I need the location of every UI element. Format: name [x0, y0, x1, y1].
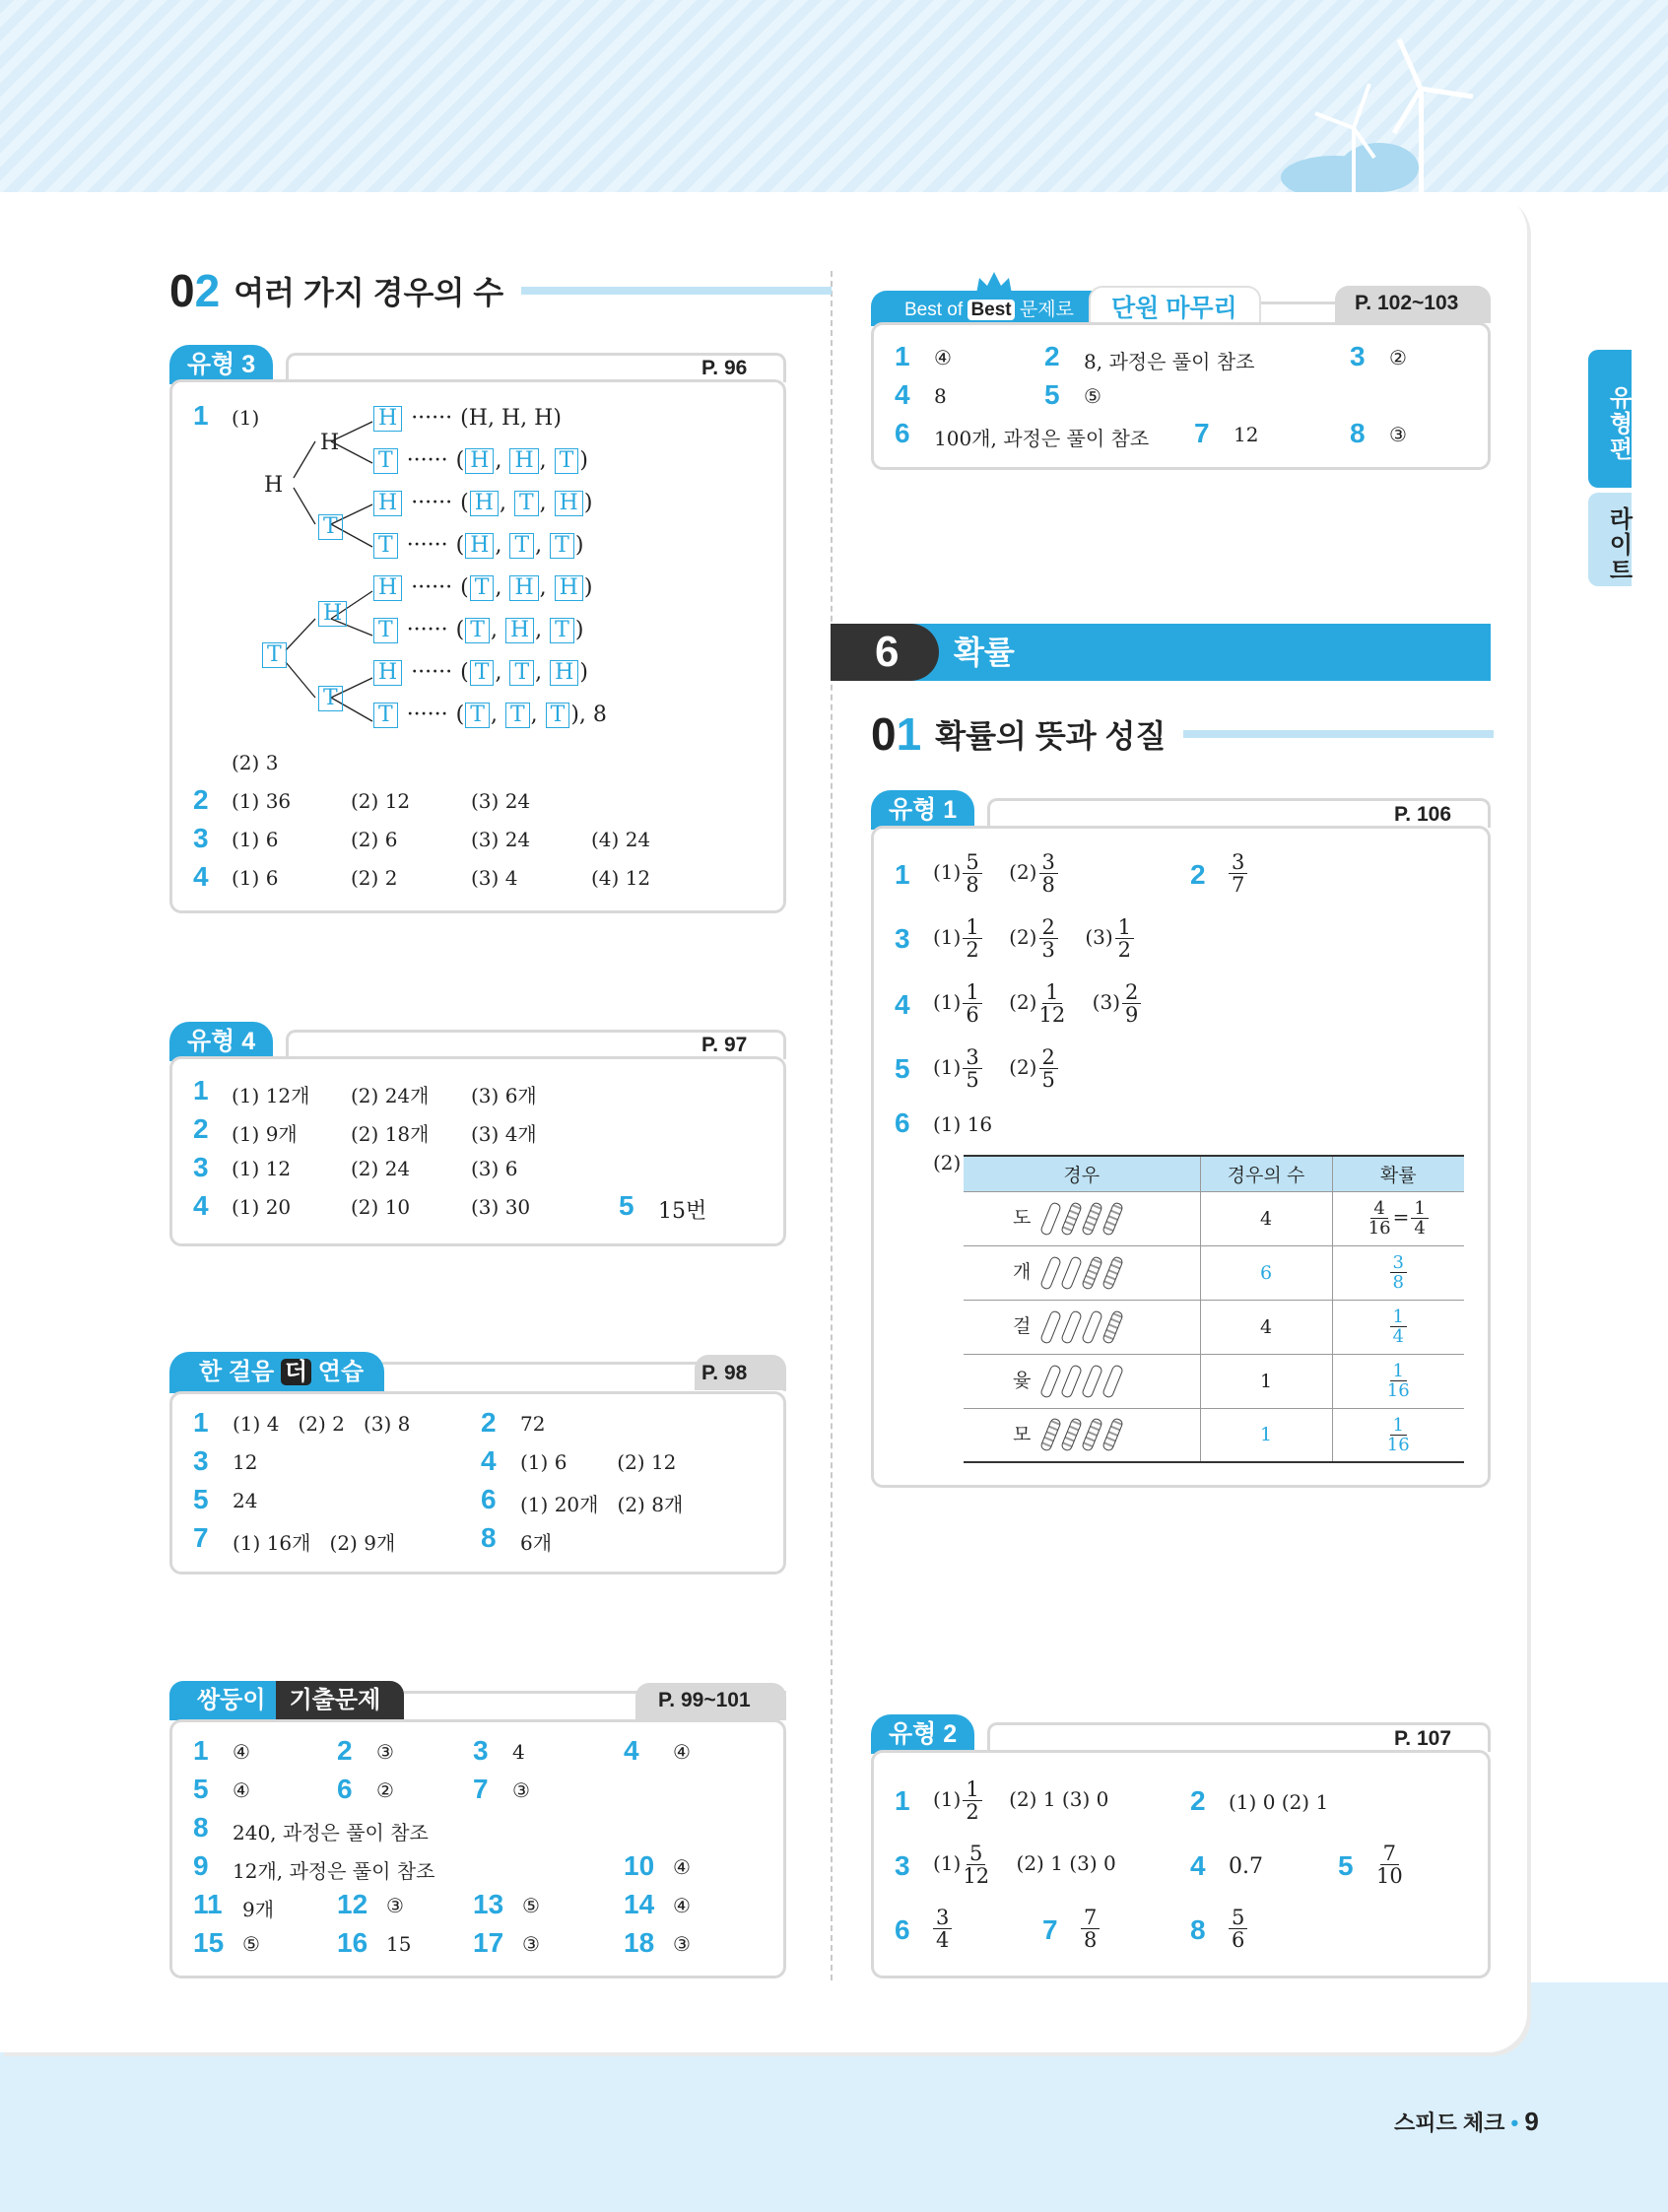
question-number: 18: [624, 1927, 655, 1958]
question-number: 13: [473, 1889, 504, 1919]
answer: (1) 20: [232, 1195, 292, 1219]
prob-cell: [1332, 1245, 1464, 1300]
answer: (2) 12: [351, 789, 411, 813]
answer: ④: [233, 1778, 250, 1802]
best-title: 단원 마무리: [1111, 295, 1237, 322]
best-label: Best of Best 문제로: [904, 300, 1074, 320]
answer: (2) 2: [351, 866, 398, 890]
yut-stick-icon: [1101, 1201, 1124, 1237]
prob-cell: [1332, 1191, 1464, 1245]
outcome: H: [509, 575, 538, 601]
tree-dots: ······: [411, 491, 453, 515]
answer: (1) 16개 (2) 9개: [233, 1531, 396, 1555]
answer: (1) $\frac{1}{6}$ (2) $\frac{1}{12}$ (3) $\frac{2}{9}$: [933, 981, 1143, 1026]
answer: 12: [1234, 423, 1259, 446]
answer: ④: [673, 1894, 691, 1917]
question-number: 6: [337, 1774, 353, 1804]
question-number: 3: [473, 1735, 489, 1766]
answer: (1) 12개: [232, 1084, 310, 1107]
side-tab-type[interactable]: 유형편: [1588, 350, 1632, 488]
practice-label: 한 걸음 더 연습: [169, 1352, 384, 1393]
question-number: 1: [193, 1407, 209, 1438]
question-number: 2: [193, 784, 209, 815]
question-number: 6: [895, 418, 910, 448]
table-row: [964, 1300, 1464, 1354]
numerator: 4: [1370, 1199, 1387, 1219]
tree-leaf: H: [373, 660, 402, 686]
answer: (1) $\frac{3}{5}$ (2) $\frac{2}{5}$: [933, 1046, 1060, 1091]
case-cell: [964, 1354, 1200, 1408]
question-number: 14: [624, 1889, 655, 1919]
table-row: [964, 1354, 1464, 1408]
answer: ③: [386, 1894, 404, 1917]
question-number: 2: [1044, 341, 1060, 371]
answer: 0.7: [1229, 1854, 1263, 1879]
question-number: 7: [1042, 1914, 1058, 1945]
yut-stick-icon: [1081, 1309, 1103, 1345]
count-cell: 1: [1200, 1354, 1332, 1408]
answer: 100개, 과정은 풀이 참조: [934, 427, 1150, 450]
case-cell: [964, 1191, 1200, 1245]
outcome: T: [465, 703, 490, 728]
answer: 9개: [242, 1898, 275, 1921]
table-header: 확률: [1332, 1156, 1464, 1191]
count-cell: 1: [1200, 1408, 1332, 1462]
answer: ④: [673, 1855, 691, 1879]
question-number: 5: [1338, 1850, 1354, 1881]
outcome: H: [555, 491, 583, 516]
fraction: [1390, 1307, 1407, 1346]
question-number: 5: [895, 1053, 910, 1084]
yut-stick-icon: [1060, 1201, 1083, 1237]
question-number: 3: [193, 823, 209, 853]
tree-leaf: T: [373, 618, 398, 643]
type3-label: 유형 3: [169, 345, 273, 384]
column-divider: [831, 271, 833, 1980]
question-number: 4: [193, 1190, 209, 1221]
answer: (3) 6개: [471, 1084, 537, 1107]
tree-node-box: T: [318, 514, 343, 540]
question-number: 5: [619, 1190, 634, 1221]
case-name: 도: [1013, 1207, 1032, 1229]
numerator: 1: [1390, 1362, 1407, 1381]
yut-stick-icon: [1081, 1201, 1103, 1237]
section-num-prefix: 0: [169, 265, 195, 316]
question-number: 2: [481, 1407, 497, 1438]
answer: $\frac{3}{7}$: [1227, 851, 1249, 896]
tree-row: H ······ ( H , T , H ): [372, 491, 592, 516]
answer: (4) 12: [591, 866, 651, 890]
question-number: 4: [481, 1445, 497, 1476]
denominator: 4: [1392, 1326, 1404, 1347]
case-cell: [964, 1300, 1200, 1354]
tree-row: T ······ ( H , T , T ): [372, 533, 583, 559]
twin-page-ref: P. 99~101: [658, 1689, 751, 1711]
fraction: [1390, 1253, 1407, 1292]
answer: $\frac{5}{6}$: [1227, 1907, 1249, 1951]
question-number: 1: [895, 1785, 910, 1816]
answer: ③: [512, 1778, 530, 1802]
tree-leaf: T: [373, 533, 398, 559]
equals: =: [1392, 1205, 1410, 1229]
tree-leaf: H: [373, 575, 402, 601]
question-number: 8: [481, 1522, 497, 1553]
question-number: 1: [895, 341, 910, 371]
numerator: 1: [1390, 1307, 1407, 1327]
answer: (1) $\frac{1}{2}$ (2) $\frac{2}{3}$ (3) $\frac{1}{2}$: [933, 916, 1136, 961]
answer: (1) 16: [933, 1112, 993, 1136]
tree-row: T ······ ( T , T , T ), 8: [372, 703, 607, 728]
question-number: 5: [1044, 379, 1060, 410]
yut-stick-icon: [1039, 1364, 1062, 1399]
table-row: [964, 1408, 1464, 1462]
answer: (2) 6: [351, 828, 398, 851]
question-number: 2: [1190, 1785, 1206, 1816]
answer: (2) 24: [351, 1157, 411, 1180]
answer: ③: [376, 1740, 394, 1764]
question-number: 2: [337, 1735, 353, 1766]
outcome: H: [509, 448, 538, 474]
tree-row: H ······ ( T , T , H ): [372, 660, 588, 686]
question-number: 6: [895, 1914, 910, 1945]
question-number: 1: [193, 1075, 209, 1106]
question-number: 5: [193, 1774, 209, 1804]
tree-leaf: H: [373, 406, 402, 432]
question-number: 1: [895, 859, 910, 890]
answer: (3) 30: [471, 1195, 531, 1219]
answer: 4: [512, 1740, 525, 1764]
crown-icon: [973, 270, 1015, 296]
ptype1-page-ref: P. 106: [1394, 803, 1452, 826]
ptype2-page-ref: P. 107: [1394, 1727, 1452, 1750]
prob-cell: [1332, 1354, 1464, 1408]
tree-dots: ······: [406, 703, 448, 727]
side-tab-light[interactable]: 라이트: [1588, 493, 1632, 586]
case-cell: [964, 1408, 1200, 1462]
yut-stick-icon: [1039, 1255, 1062, 1291]
section-num-prefix: 0: [871, 708, 897, 760]
question-number: 8: [1350, 418, 1366, 448]
answer: (2) 18개: [351, 1122, 430, 1146]
yut-stick-icon: [1060, 1255, 1083, 1291]
answer: (1) 20개 (2) 8개: [520, 1493, 684, 1516]
answer: ⑤: [1084, 384, 1101, 408]
outcome: H: [534, 406, 554, 431]
part-label: (1): [232, 406, 260, 430]
tree-dots: ······: [406, 618, 448, 642]
outcome: T: [470, 660, 495, 686]
question-number: 7: [193, 1522, 209, 1553]
numerator: 3: [1390, 1253, 1407, 1273]
yut-stick-icon: [1101, 1309, 1124, 1345]
section-rule: [1183, 730, 1494, 738]
page-footer: 스피드 체크 • 9: [1394, 2107, 1539, 2136]
answer: 8, 과정은 풀이 참조: [1084, 350, 1255, 373]
tree-node-box: H: [318, 601, 347, 627]
question-number: 3: [895, 923, 910, 954]
question-number: 3: [1350, 341, 1366, 371]
tree-tail: , 8: [578, 703, 607, 727]
yut-stick-icon: [1101, 1417, 1124, 1452]
answer: 15: [386, 1932, 412, 1956]
yut-stick-icon: [1081, 1364, 1103, 1399]
denominator: 16: [1386, 1380, 1410, 1401]
yut-stick-icon: [1060, 1309, 1083, 1345]
answer: (3) 24: [471, 828, 531, 851]
outcome: H: [465, 448, 494, 474]
tree-dots: ······: [406, 533, 448, 558]
question-number: 4: [1190, 1850, 1206, 1881]
question-number: 11: [193, 1889, 223, 1919]
section-num: 1: [896, 708, 922, 760]
outcome: T: [509, 660, 534, 686]
tree-dots: ······: [406, 448, 448, 473]
outcome: T: [470, 575, 495, 601]
answer: ④: [673, 1740, 691, 1764]
tree-dots: ······: [411, 575, 453, 600]
outcome: T: [550, 533, 574, 559]
tree-leaf: T: [373, 448, 398, 474]
question-number: 8: [193, 1812, 209, 1843]
tree-node-box: T: [318, 686, 343, 711]
outcome: T: [546, 703, 570, 728]
best-page-ref: P. 102~103: [1355, 292, 1459, 314]
tree-row: T ······ ( H , H , T ): [372, 448, 588, 474]
case-cell: [964, 1245, 1200, 1300]
answer: (2) 24개: [351, 1084, 430, 1107]
tree-node: H: [264, 473, 284, 498]
answer: ⑤: [522, 1894, 540, 1917]
answer: 12개, 과정은 풀이 참조: [233, 1859, 435, 1883]
question-number: 6: [895, 1107, 910, 1138]
question-number: 3: [895, 1850, 910, 1881]
table-header: 경우: [964, 1156, 1200, 1191]
question-number: 6: [481, 1484, 497, 1514]
answer: (3) 24: [471, 789, 531, 813]
question-number: 7: [1194, 418, 1210, 448]
question-number: 17: [473, 1927, 504, 1958]
yut-stick-icon: [1081, 1255, 1103, 1291]
yut-stick-icon: [1101, 1364, 1124, 1399]
answer: (3) 4: [471, 866, 518, 890]
count-cell: 6: [1200, 1245, 1332, 1300]
yut-stick-icon: [1101, 1255, 1124, 1291]
question-number: 12: [337, 1889, 368, 1919]
table-row: [964, 1191, 1464, 1245]
answer: (2) 10: [351, 1195, 411, 1219]
question-number: 1: [193, 1735, 209, 1766]
section-heading-01: [871, 708, 1494, 760]
practice-page-ref: P. 98: [701, 1362, 748, 1384]
yut-stick-icon: [1081, 1417, 1103, 1452]
question-number: 3: [193, 1152, 209, 1182]
answer: (1) 4 (2) 2 (3) 8: [233, 1412, 411, 1436]
case-name: 윷: [1013, 1370, 1032, 1391]
outcome: H: [505, 618, 534, 643]
outcome: T: [514, 491, 539, 516]
yut-stick-icon: [1060, 1364, 1083, 1399]
section-title: 확률의 뜻과 성질: [935, 718, 1167, 754]
answer: (3) 6: [471, 1157, 518, 1180]
answer: $\frac{3}{4}$: [931, 1907, 954, 1951]
question-number: 9: [193, 1850, 209, 1881]
tree-dots: ······: [411, 406, 453, 431]
answer: 6개: [520, 1531, 553, 1555]
count-cell: 4: [1200, 1300, 1332, 1354]
answer: (1) 0 (2) 1: [1229, 1790, 1329, 1814]
type4-label: 유형 4: [169, 1022, 273, 1061]
answer: (1) $\frac{5}{8}$ (2) $\frac{3}{8}$: [933, 851, 1060, 896]
part-answer: (2) 3: [232, 751, 279, 774]
tree-leaf: H: [373, 491, 402, 516]
count-cell: 4: [1200, 1191, 1332, 1245]
ptype1-label: 유형 1: [871, 790, 974, 830]
outcome: H: [555, 575, 583, 601]
answer: ⑤: [242, 1932, 260, 1956]
yut-stick-icon: [1039, 1309, 1062, 1345]
answer: $\frac{7}{8}$: [1079, 1907, 1101, 1951]
outcome: T: [555, 448, 579, 474]
answer: 8: [934, 384, 947, 408]
answer: (1) 6: [232, 866, 279, 890]
fraction: [1411, 1199, 1428, 1238]
part-label: (2): [933, 1151, 962, 1174]
prob-cell: [1332, 1408, 1464, 1462]
tree-node: H: [320, 431, 340, 455]
outcome: T: [509, 533, 534, 559]
yut-stick-icon: [1039, 1201, 1062, 1237]
answer: ④: [233, 1740, 250, 1764]
numerator: 1: [1411, 1199, 1428, 1219]
answer: 15번: [658, 1199, 707, 1224]
answer: ③: [522, 1932, 540, 1956]
answer: (1) $\frac{5}{12}$ (2) 1 (3) 0: [933, 1842, 1116, 1888]
yut-stick-icon: [1060, 1417, 1083, 1452]
answer: ②: [1389, 346, 1407, 369]
question-number: 8: [1190, 1914, 1206, 1945]
question-number: 2: [193, 1113, 209, 1144]
type4-page-ref: P. 97: [701, 1034, 748, 1056]
tree-dots: ······: [411, 660, 453, 685]
answer: 12: [233, 1450, 258, 1474]
answer: ④: [934, 346, 952, 369]
yut-probability-table: [964, 1155, 1464, 1463]
case-name: 모: [1013, 1423, 1032, 1445]
question-number: 5: [193, 1484, 209, 1514]
type3-page-ref: P. 96: [701, 357, 748, 379]
fraction: [1368, 1199, 1391, 1238]
outcome: T: [505, 703, 530, 728]
prob-cell: [1332, 1300, 1464, 1354]
tree-leaf: T: [373, 703, 398, 728]
outcome: H: [468, 406, 488, 431]
section-rule: [521, 287, 832, 295]
tree-node-box: T: [262, 642, 287, 668]
answer: 24: [233, 1489, 258, 1512]
answer: (1) 6 (2) 12: [520, 1450, 677, 1474]
question-number: 7: [473, 1774, 489, 1804]
answer: ③: [1389, 423, 1407, 446]
outcome: H: [465, 533, 494, 559]
outcome: H: [470, 491, 499, 516]
answer: (1) 12: [232, 1157, 292, 1180]
question-number: 3: [193, 1445, 209, 1476]
question-number: 4: [895, 379, 910, 410]
outcome: T: [465, 618, 490, 643]
denominator: 16: [1368, 1218, 1391, 1239]
chapter-number: 6: [831, 624, 939, 681]
question-number: 4: [624, 1735, 639, 1766]
table-row: [964, 1245, 1464, 1300]
question-number: 4: [193, 861, 209, 892]
answer: 240, 과정은 풀이 참조: [233, 1821, 429, 1844]
answer: ③: [673, 1932, 691, 1956]
answer: (3) 4개: [471, 1122, 537, 1146]
question-number: 4: [895, 989, 910, 1020]
answer: $\frac{7}{10}$: [1376, 1842, 1403, 1888]
twin-label: 쌍둥이 기출문제: [169, 1681, 404, 1720]
tree-row: H ······ ( T , H , H ): [372, 575, 592, 601]
denominator: 16: [1386, 1434, 1410, 1455]
question-number: 2: [1190, 859, 1206, 890]
case-name: 걸: [1013, 1315, 1032, 1337]
answer: (1) 6: [232, 828, 279, 851]
answer: (1) $\frac{1}{2}$ (2) 1 (3) 0: [933, 1777, 1109, 1824]
denominator: 4: [1414, 1218, 1426, 1239]
denominator: 8: [1392, 1272, 1404, 1293]
fraction: [1387, 1416, 1410, 1454]
question-number: 1: [193, 400, 209, 431]
case-name: 개: [1013, 1261, 1032, 1283]
answer: (4) 24: [591, 828, 651, 851]
question-number: 16: [337, 1927, 368, 1958]
ptype2-label: 유형 2: [871, 1714, 974, 1754]
windmill-icon: [1261, 30, 1517, 197]
question-number: 15: [193, 1927, 225, 1958]
numerator: 1: [1390, 1416, 1407, 1436]
outcome: T: [550, 618, 574, 643]
outcome: H: [500, 406, 521, 431]
outcome: H: [550, 660, 578, 686]
table-header: 경우의 수: [1200, 1156, 1332, 1191]
answer: 72: [520, 1412, 546, 1436]
yut-stick-icon: [1039, 1417, 1062, 1452]
answer: (1) 9개: [232, 1122, 298, 1146]
question-number: 10: [624, 1850, 655, 1881]
tree-row: H ······ (H, H, H): [372, 406, 562, 432]
tree-row: T ······ ( T , H , T ): [372, 618, 583, 643]
section-heading-02: [169, 265, 832, 316]
section-title: 여러 가지 경우의 수: [234, 275, 504, 310]
fraction: [1387, 1362, 1410, 1400]
section-num: 2: [194, 265, 221, 316]
answer: (1) 36: [232, 789, 292, 813]
answer: ②: [376, 1778, 394, 1802]
chapter-title: 확률: [954, 635, 1015, 670]
